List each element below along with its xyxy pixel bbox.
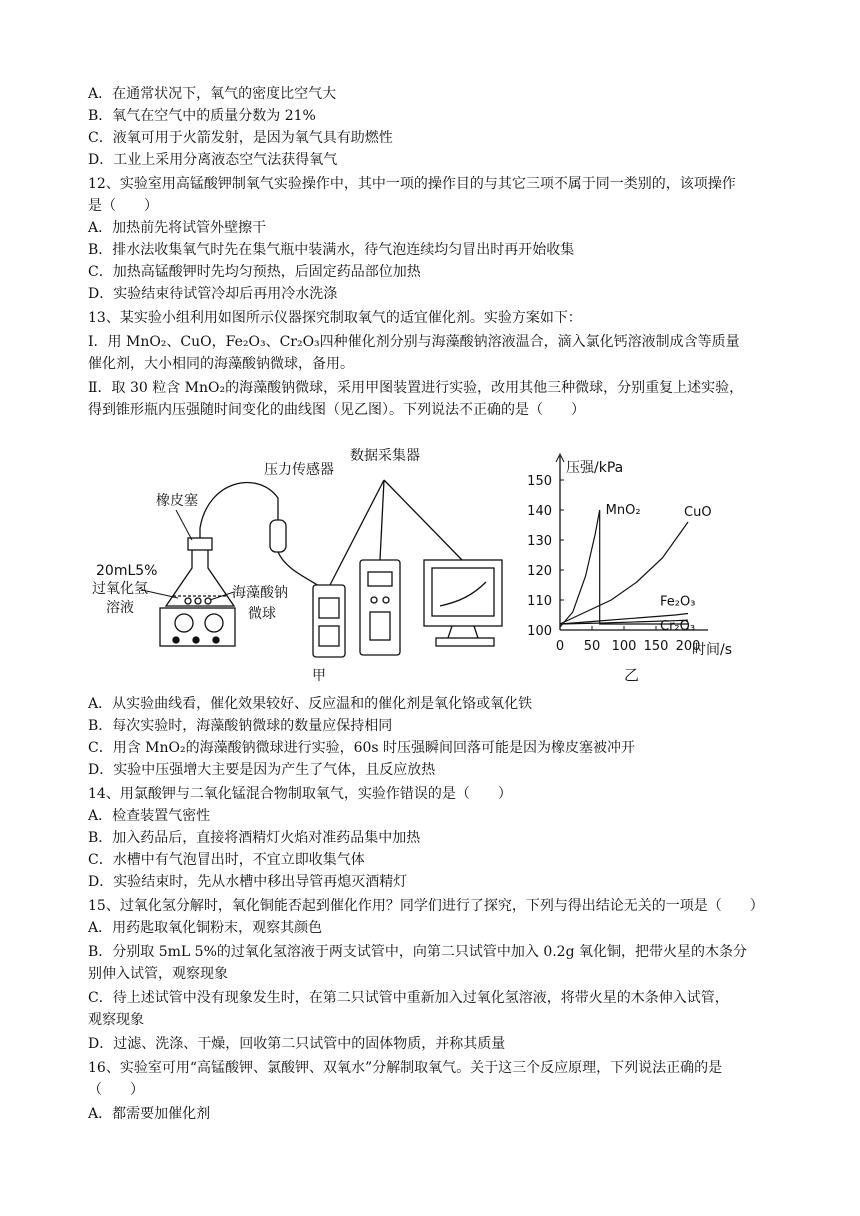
text-line: A．加热前先将试管外壁擦干: [88, 220, 267, 236]
series-label: CuO: [684, 505, 712, 520]
x-tick-label: 200: [675, 639, 701, 654]
text-line: C．待上述试管中没有现象发生时，在第二只试管中重新加入过氧化氢溶液，将带火星的木条伸入试管，: [88, 990, 729, 1006]
series-label: MnO₂: [605, 503, 641, 518]
text-line: 得到锥形瓶内压强随时间变化的曲线图（见乙图）。下列说法不正确的是（ ）: [88, 402, 585, 418]
text-line: D．工业上采用分离液态空气法获得氧气: [88, 152, 338, 168]
text-line: C．用含 MnO₂的海藻酸钠微球进行实验，60s 时压强瞬间回落可能是因为橡皮塞被冲开: [88, 740, 636, 756]
text-line: D．实验结束待试管冷却后再用冷水洗涤: [88, 286, 338, 302]
x-tick-label: 150: [643, 639, 669, 654]
y-tick-label: 120: [527, 564, 552, 579]
text-line: D．过滤、洗涤、干燥，回收第二只试管中的固体物质，并称其质量: [88, 1036, 506, 1052]
solution-label: 溶液: [106, 600, 134, 616]
stopper-pointer: [176, 510, 192, 540]
text-line: 13、某实验小组利用如图所示仪器探究制取氧气的适宜催化剂。实验方案如下：: [88, 310, 582, 326]
solution-label: 20mL5%: [96, 563, 158, 579]
text-line: A．都需要加催化剂: [88, 1106, 211, 1122]
collector-label: 数据采集器: [350, 448, 420, 464]
text-line: Ⅱ．取 30 粒含 MnO₂的海藻酸钠微球，采用甲图装置进行实验，改用其他三种微球，分别重复上述实验，: [88, 380, 744, 396]
stirrer-dot: [213, 637, 219, 643]
text-line: D．实验结束时，先从水槽中移出导管再熄灭酒精灯: [88, 874, 408, 890]
text-line: A．用药匙取氧化铜粉末，观察其颜色: [88, 920, 323, 936]
text-line: 14、用氯酸钾与二氧化锰混合物制取氧气，实验作错误的是（ ）: [88, 786, 512, 802]
text-line: 16、实验室可用“高锰酸钾、氯酸钾、双氧水”分解制取氧气。关于这三个反应原理，下列说法正确的是: [88, 1060, 723, 1076]
series-label: Fe₂O₃: [660, 594, 696, 610]
sensor-lead: [278, 552, 322, 588]
series-label: Cr₂O₃: [660, 619, 696, 635]
x-tick-label: 50: [583, 639, 601, 654]
y-tick-label: 130: [527, 534, 552, 549]
text-line: 12、实验室用高锰酸钾制氧气实验操作中，其中一项的操作目的与其它三项不属于同一类别的，该项操作: [88, 176, 736, 192]
pressure-sensor: [270, 520, 286, 552]
stirrer-dot: [193, 637, 199, 643]
stopper-label: 橡皮塞: [156, 493, 198, 509]
text-line: B．每次实验时，海藻酸钠微球的数量应保持相同: [88, 718, 393, 734]
text-line: C．水槽中有气泡冒出时，不宜立即收集气体: [88, 852, 365, 868]
apparatus-caption: 甲: [312, 668, 326, 684]
text-line: A．在通常状况下，氧气的密度比空气大: [88, 86, 337, 102]
text-line: C．加热高锰酸钾时先均匀预热，后固定药品部位加热: [88, 264, 421, 280]
data-collector: [360, 560, 400, 655]
monitor-stand: [448, 626, 478, 638]
text-line: A．从实验曲线看，催化效果较好、反应温和的催化剂是氧化铬或氧化铁: [88, 696, 533, 712]
text-line: 别伸入试管，观察现象: [88, 966, 228, 982]
sensor-label: 压力传感器: [264, 462, 334, 478]
experiment-figure: [88, 440, 778, 690]
text-line: B．排水法收集氧气时先在集气瓶中装满水，待气泡连续均匀冒出时再开始收集: [88, 242, 575, 258]
text-line: B．分别取 5mL 5%的过氧化氢溶液于两支试管中，向第二只试管中加入 0.2g 氧化铜，把带火星的木条分: [88, 944, 748, 960]
y-tick-label: 110: [527, 594, 552, 609]
text-line: A．检查装置气密性: [88, 808, 211, 824]
rubber-tubing: [200, 483, 278, 528]
text-line: 观察现象: [88, 1012, 144, 1028]
y-tick-label: 150: [527, 474, 552, 489]
chart-caption: 乙: [624, 666, 640, 684]
beads-label: 海藻酸钠: [232, 585, 288, 601]
text-line: 15、过氧化氢分解时，氧化铜能否起到催化作用？同学们进行了探究，下列与得出结论无关的一项是（ ）: [88, 898, 764, 914]
x-tick-label: 100: [611, 639, 637, 654]
text-line: Ⅰ．用 MnO₂、CuO，Fe₂O₃、Cr₂O₃四种催化剂分别与海藻酸钠溶液温合，滴入氯化钙溶液制成含等质量: [88, 334, 740, 350]
pressure-chart: [527, 454, 732, 658]
beads-label: 微球: [248, 606, 276, 622]
text-line: 催化剂，大小相同的海藻酸钠微球，备用。: [88, 356, 354, 372]
monitor-base: [436, 638, 494, 646]
text-line: D．实验中压强增大主要是因为产生了气体，且反应放热: [88, 762, 436, 778]
text-line: B．加入药品后，直接将酒精灯火焰对准药品集中加热: [88, 830, 421, 846]
apparatus-diagram: [160, 480, 502, 657]
y-tick-label: 140: [527, 504, 552, 519]
y-axis-label: 压强/kPa: [566, 460, 624, 476]
y-tick-label: 100: [527, 624, 552, 639]
text-line: 是（ ）: [88, 198, 158, 214]
x-axis-label: 时间/s: [692, 642, 733, 658]
text-line: B．氧气在空气中的质量分数为 21%: [88, 108, 316, 124]
text-line: C．液氧可用于火箭发射，是因为氧气具有助燃性: [88, 130, 393, 146]
x-tick-label: 0: [555, 639, 565, 654]
solution-label: 过氧化氢: [92, 581, 148, 597]
text-line: （ ）: [88, 1082, 144, 1098]
stirrer-dot: [173, 637, 179, 643]
